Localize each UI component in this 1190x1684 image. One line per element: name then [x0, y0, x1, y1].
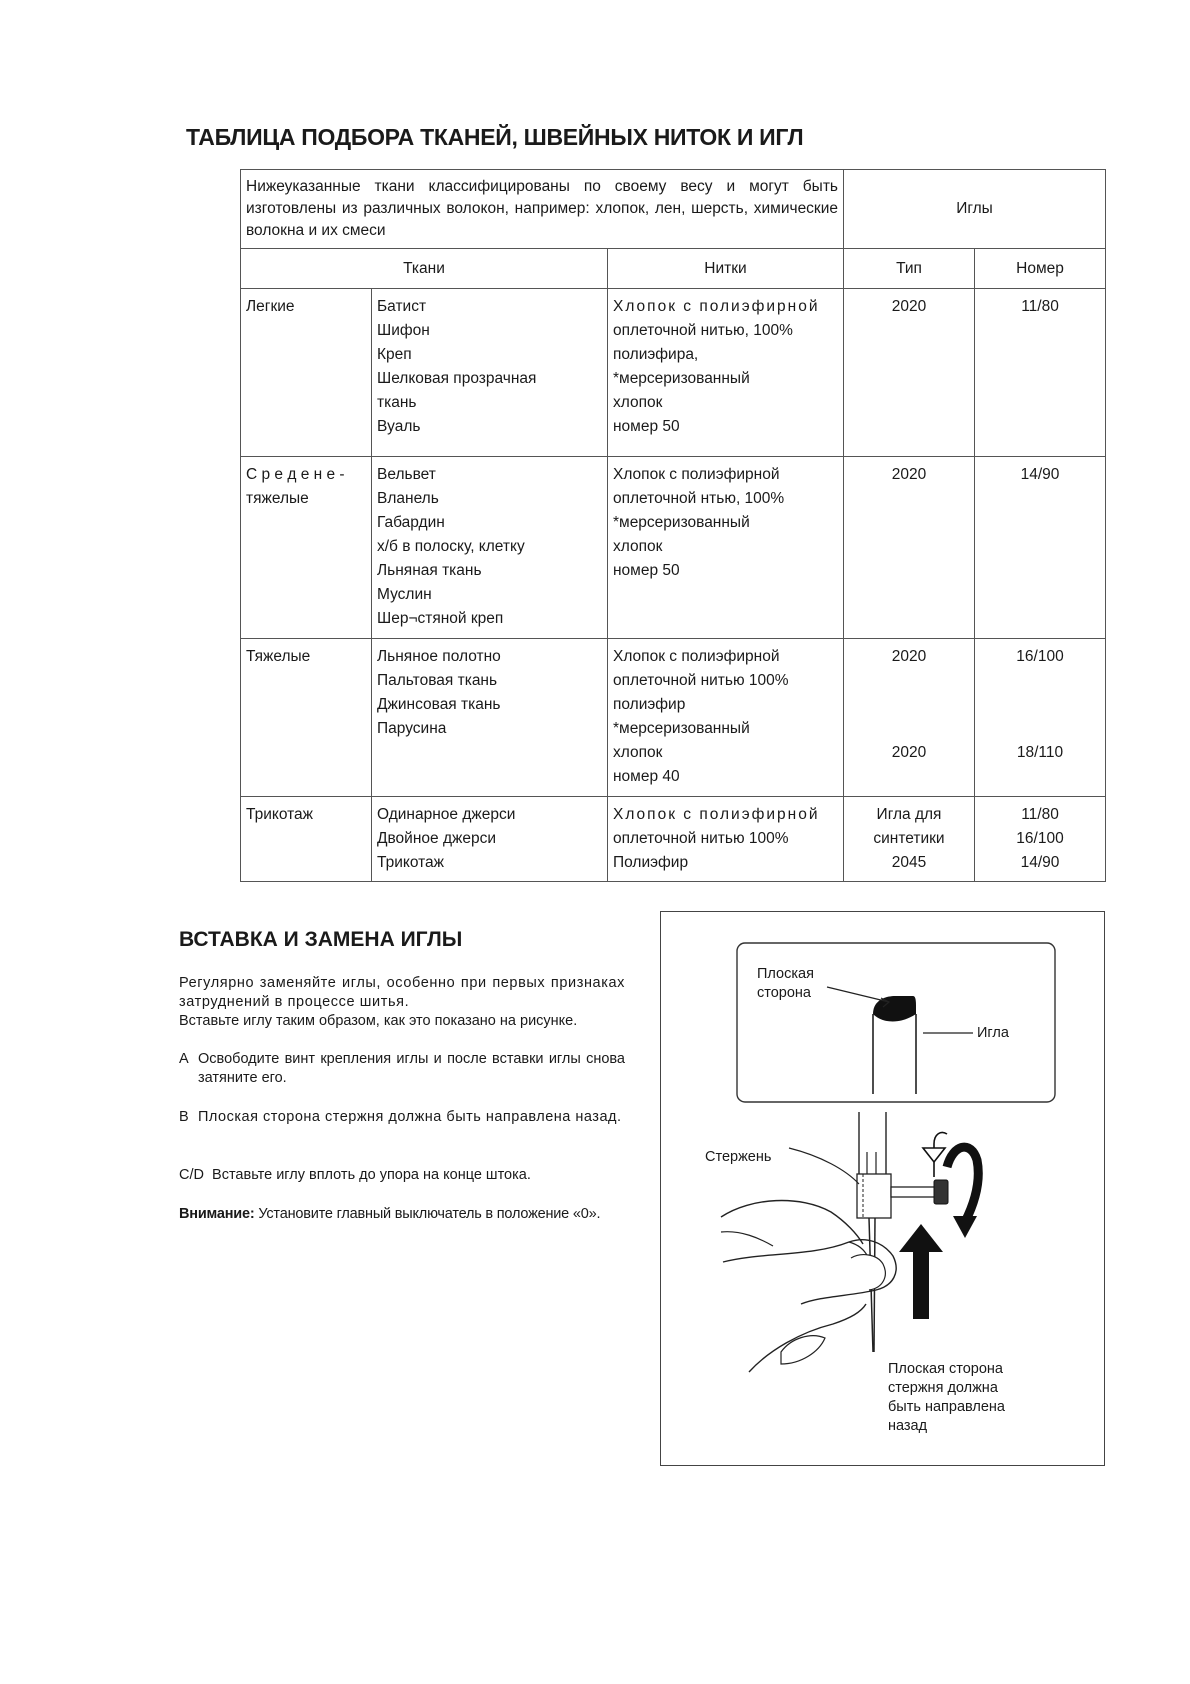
figure-caption	[888, 1360, 1005, 1436]
table-row	[241, 289, 1106, 457]
table-intro: Нижеуказанные ткани классифицированы по своему весу и могут быть изготовлены из различных волокон, например: хлопок, лен, шерсть, химические волокна и их смеси	[241, 170, 844, 249]
fabric-item: Муслин	[377, 586, 432, 603]
fabric-item: х/б в полоску, клетку	[377, 538, 525, 555]
needle-type-cell	[844, 797, 975, 882]
intro-line: Вставьте иглу таким образом, как это показано на рисунке.	[179, 1013, 578, 1029]
needles-header: Иглы	[844, 170, 1106, 249]
header-threads: Нитки	[608, 249, 844, 289]
category-cell	[241, 457, 372, 639]
needle-type-cell	[844, 639, 975, 797]
thread-line: Полиэфир	[613, 854, 689, 871]
thread-line: *мерсеризованный	[613, 720, 750, 737]
section-title: ВСТАВКА И ЗАМЕНА ИГЛЫ	[179, 928, 463, 951]
thread-line: *мерсеризованный	[613, 370, 750, 387]
category-cell: Легкие	[241, 289, 372, 457]
fabrics-cell	[372, 289, 608, 457]
fabric-item: Батист	[377, 298, 427, 315]
needle-type-value: синтетики	[873, 830, 945, 847]
caption-line: Плоская сторона	[888, 1361, 1003, 1377]
thread-line: полиэфир	[613, 696, 686, 713]
category-cell: Тяжелые	[241, 639, 372, 797]
category-line: тяжелые	[246, 490, 309, 507]
fabric-item: Вуаль	[377, 418, 421, 435]
needle-type-value: 2020	[891, 744, 927, 761]
thread-line: номер 40	[613, 768, 680, 785]
instruction-a	[179, 1050, 625, 1088]
fabric-thread-needle-table	[240, 169, 1106, 882]
thread-line: полиэфира,	[613, 346, 699, 363]
category-line: С р е д е н е -	[246, 466, 345, 483]
instruction-cd: C/D Вставьте иглу вплоть до упора на конце штока.	[179, 1167, 531, 1183]
shaft-pointer	[789, 1148, 859, 1184]
fabric-item: Креп	[377, 346, 412, 363]
needle-type-value: 2020	[891, 648, 927, 665]
thread-line: оплеточной нтью, 100%	[613, 490, 785, 507]
flat-side-label	[757, 965, 814, 1003]
needle-type-value: Игла для	[876, 806, 942, 823]
instruction-text: Плоская сторона стержня должна быть направлена назад.	[198, 1109, 622, 1125]
category-cell: Трикотаж	[241, 797, 372, 882]
insert-up-arrow	[913, 1249, 929, 1319]
needle-illustration	[661, 912, 1104, 1465]
fabric-item: Трикотаж	[377, 854, 445, 871]
needle-clamp	[857, 1174, 891, 1218]
fabric-item: Двойное джерси	[377, 830, 497, 847]
thread-line: номер 50	[613, 562, 680, 579]
thread-line: хлопок	[613, 538, 663, 555]
warning-label: Внимание:	[179, 1206, 255, 1222]
thread-line: оплеточной нитью 100%	[613, 672, 789, 689]
header-fabrics: Ткани	[241, 249, 608, 289]
fabric-item: Вланель	[377, 490, 439, 507]
caption-line: стержня должна	[888, 1380, 998, 1396]
needle-number-value: 16/100	[1016, 648, 1064, 665]
fabrics-cell	[372, 639, 608, 797]
screw-knob	[934, 1180, 948, 1204]
needle-type-cell: 2020	[844, 289, 975, 457]
thread-line: номер 50	[613, 418, 680, 435]
thread-line: оплеточной нитью 100%	[613, 830, 789, 847]
needle-type-value: 2045	[891, 854, 927, 871]
needle-number-cell	[975, 639, 1106, 797]
thread-line: *мерсеризованный	[613, 514, 750, 531]
clamp-screw	[891, 1187, 935, 1197]
table-row	[241, 639, 1106, 797]
page-title: ТАБЛИЦА ПОДБОРА ТКАНЕЙ, ШВЕЙНЫХ НИТОК И ИГЛ	[186, 124, 804, 150]
flat-side-label-line: Плоская	[757, 966, 814, 982]
needle-number-value: 11/80	[1021, 806, 1059, 823]
fabric-item: Габардин	[377, 514, 445, 531]
warning-text: Установите главный выключатель в положение «0».	[254, 1206, 601, 1222]
thread-line: хлопок	[613, 394, 663, 411]
needle-type-cell: 2020	[844, 457, 975, 639]
thread-line: Хлопок с полиэфирной	[613, 298, 820, 315]
fabric-item: Пальтовая ткань	[377, 672, 498, 689]
thread-line: оплеточной нитью, 100%	[613, 322, 793, 339]
table-row	[241, 797, 1106, 882]
rotation-arrow	[947, 1147, 978, 1222]
threads-cell	[608, 289, 844, 457]
fabric-item: ткань	[377, 394, 417, 411]
fabric-item: Шер¬стяной креп	[377, 610, 504, 627]
thread-line: Хлопок с полиэфирной	[613, 466, 780, 483]
hand-outline	[721, 1201, 863, 1244]
caption-line: назад	[888, 1418, 928, 1434]
threads-cell	[608, 797, 844, 882]
thread-line: хлопок	[613, 744, 663, 761]
caption-line: быть направлена	[888, 1399, 1005, 1415]
thread-line: Хлопок с полиэфирной	[613, 806, 820, 823]
needle-figure	[660, 911, 1105, 1466]
needle-number-cell	[975, 797, 1106, 882]
fabric-item: Джинсовая ткань	[377, 696, 501, 713]
needle-number-value: 18/110	[1016, 744, 1064, 761]
fabric-item: Шифон	[377, 322, 430, 339]
intro-line: Регулярно заменяйте иглы, особенно при первых признаках затруднений в процессе шитья.	[179, 975, 625, 1010]
needle-number-value: 16/100	[1016, 830, 1064, 847]
fabric-item: Льняное полотно	[377, 648, 501, 665]
needle-number-value: 14/90	[1020, 854, 1060, 871]
header-number: Номер	[975, 249, 1106, 289]
flat-side-label-line: сторона	[757, 985, 811, 1001]
table-intro-row	[241, 170, 1106, 249]
header-type: Тип	[844, 249, 975, 289]
instruction-text: Освободите винт крепления иглы и после вставки иглы снова затяните его.	[198, 1051, 625, 1086]
fabrics-cell	[372, 797, 608, 882]
fabric-item: Льняная ткань	[377, 562, 482, 579]
fabrics-cell	[372, 457, 608, 639]
table-header-row	[241, 249, 1106, 289]
flat-side-pointer	[827, 987, 889, 1002]
intro-paragraph	[179, 974, 625, 1031]
table-row	[241, 457, 1106, 639]
thread-line: Хлопок с полиэфирной	[613, 648, 780, 665]
fabric-item: Одинарное джерси	[377, 806, 516, 823]
shaft-label: Стержень	[705, 1149, 772, 1165]
threads-cell	[608, 457, 844, 639]
instruction-b	[179, 1108, 625, 1127]
instruction-marker: А	[179, 1051, 189, 1067]
needle-label: Игла	[977, 1025, 1009, 1041]
instruction-marker: В	[179, 1109, 189, 1125]
needle-number-cell: 14/90	[975, 457, 1106, 639]
threads-cell	[608, 639, 844, 797]
fabric-item: Вельвет	[377, 466, 436, 483]
needle-number-cell: 11/80	[975, 289, 1106, 457]
warning-note	[179, 1205, 625, 1224]
fabric-item: Шелковая прозрачная	[377, 370, 537, 387]
fabric-item: Парусина	[377, 720, 447, 737]
